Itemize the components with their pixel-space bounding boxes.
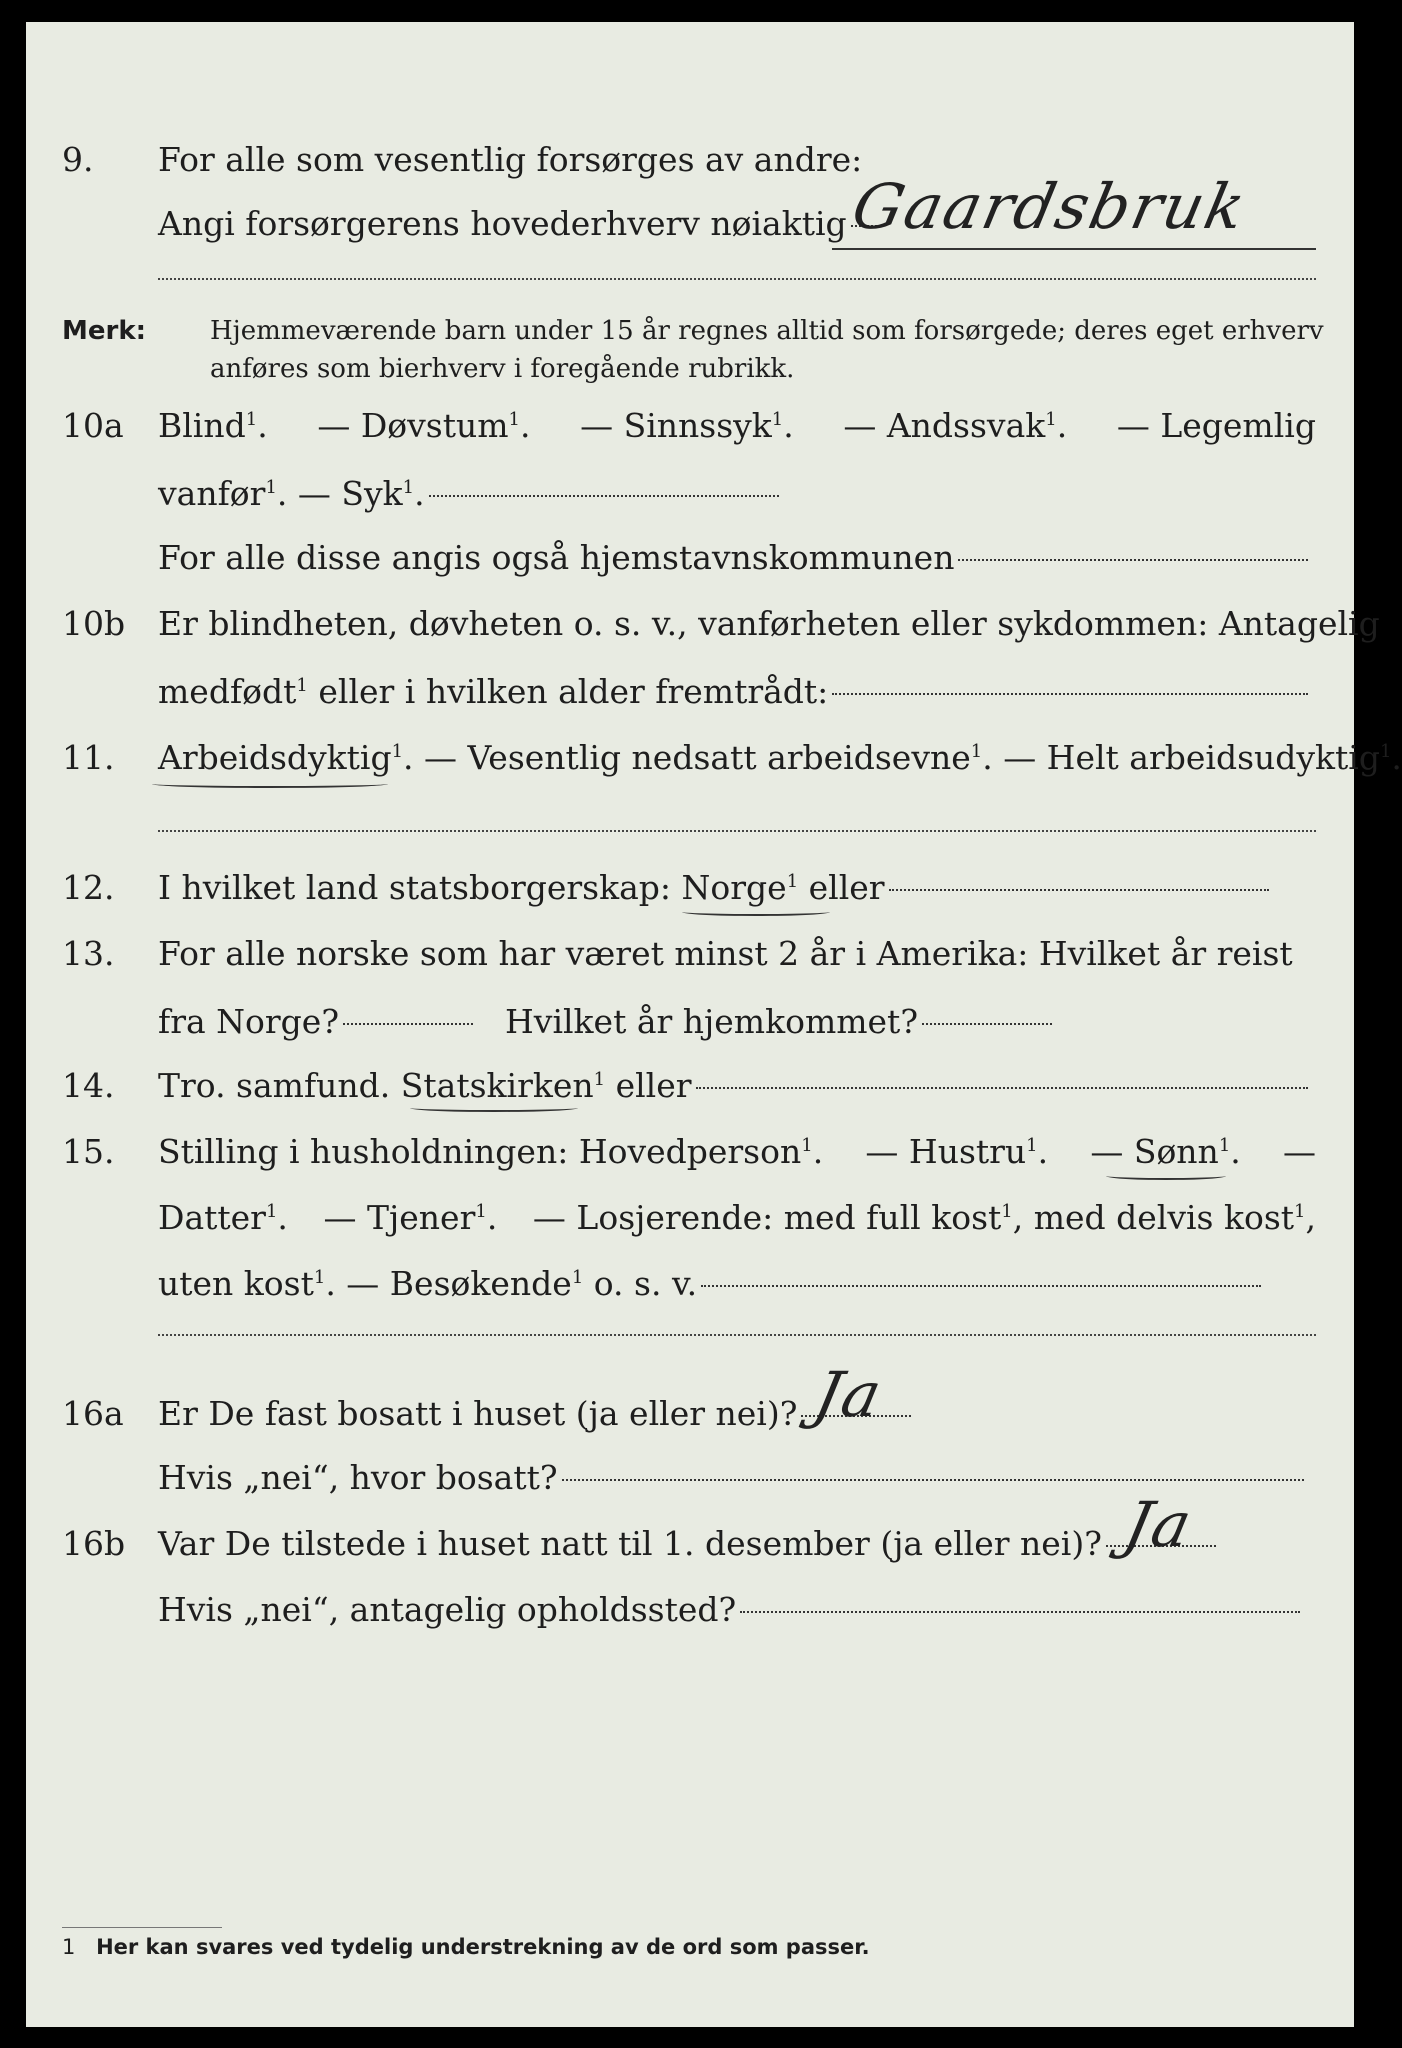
q11-continuation-line (158, 830, 1316, 832)
footnote (62, 1935, 870, 1959)
merk-text-2: anføres som bierhverv i foregående rubrikk. (210, 354, 795, 384)
q11-underline-mark (152, 780, 388, 788)
q16b-number: 16b (62, 1524, 126, 1563)
merk-label: Merk: (62, 316, 147, 346)
q10b-line-1: Er blindheten, døvheten o. s. v., vanførheten eller sykdommen: Antagelig (158, 604, 1380, 643)
q9-number: 9. (62, 140, 94, 179)
q9-continuation-line (158, 278, 1316, 280)
q9-line-1: For alle som vesentlig forsørges av andre: (158, 140, 863, 179)
census-form-page: 9. For alle som vesentlig forsørges av andre: Angi forsørgerens hovederhverv nøiaktig Gaardsbruk Merk: Hjemmeværende barn under 15 år regnes alltid som forsørgede; deres eget erhverv anføres som bierhverv i foregående rubrikk. 10a Blind$^1$. — Døvstum$^1$. — Sinnssyk$^1$. — Andssvak$^1$. — Legemlig vanfør$^1$. — Syk$^1$. For alle disse angis også hjemstavnskommunen 10b Er blindheten, døvheten o. s. v., vanførheten eller sykdommen: Antagelig medfødt$^1$ eller i hvilken alder fremtrådt: 11. Arbeidsdyktig$^1$. — Vesentlig nedsatt arbeidsevne$^1$. — Helt arbeidsudyktig$^1$. 12. I hvilket land statsborgerskap: Norge$^1$ eller 13. For alle norske som har været minst 2 år i Amerika: Hvilket år reist fra Norge? Hvilket år hjemkommet? 14. Tro. samfund. Statskirken$^1$ eller 15. Stilling i husholdningen: Hovedperson$^1$. — Hustru$^1$. — Sønn$^1$. — Datter$^1$. — Tjener$^1$. — Losjerende: med full kost$^1$, med delvis kost$^1$, uten kost$^1$. — Besøkende$^1$ o. s. v. 16a Er De fast bosatt i huset (ja eller nei)? Ja Hvis „nei“, hvor bosatt? 16b Var De tilstede i huset natt til 1. desember (ja eller nei)? Ja Hvis „nei“, antagelig opholdssted? 1 Her kan svares ved tydelig understrekning av de ord som passer. (26, 22, 1354, 2027)
footnote-rule (62, 1927, 222, 1928)
q14-number: 14. (62, 1066, 115, 1105)
q13-line-1: For alle norske som har været minst 2 år i Amerika: Hvilket år reist (158, 934, 1293, 973)
footnote-text: Her kan svares ved tydelig understrekning av de ord som passer. (96, 1935, 870, 1959)
q9-answer-line (832, 248, 1316, 250)
q13-number: 13. (62, 934, 115, 973)
q9-line-2: Angi forsørgerens hovederhverv nøiaktig (158, 204, 877, 244)
q16b-handwritten-answer: Ja (1118, 1488, 1200, 1561)
q15-continuation-line (158, 1334, 1316, 1336)
merk-note-1 (62, 314, 1324, 348)
q9-handwritten-answer: Gaardsbruk (846, 170, 1254, 243)
q12-underline-mark (682, 908, 830, 916)
q10a-options: Blind$^1$. — Døvstum$^1$. — Sinnssyk$^1$. — Andssvak$^1$. — Legemlig (158, 406, 1316, 445)
q16a-number: 16a (62, 1394, 124, 1433)
q11-number: 11. (62, 738, 115, 777)
q10b-number: 10b (62, 604, 126, 643)
q15-number: 15. (62, 1132, 115, 1171)
footnote-mark: 1 (62, 1935, 76, 1959)
q12-number: 12. (62, 868, 115, 907)
q16a-handwritten-answer: Ja (808, 1358, 890, 1431)
q14-underline-mark (410, 1104, 578, 1112)
q10a-number: 10a (62, 406, 124, 445)
merk-text-1: Hjemmeværende barn under 15 år regnes alltid som forsørgede; deres eget erhverv (210, 316, 1324, 346)
q15-underline-mark (1106, 1172, 1226, 1180)
